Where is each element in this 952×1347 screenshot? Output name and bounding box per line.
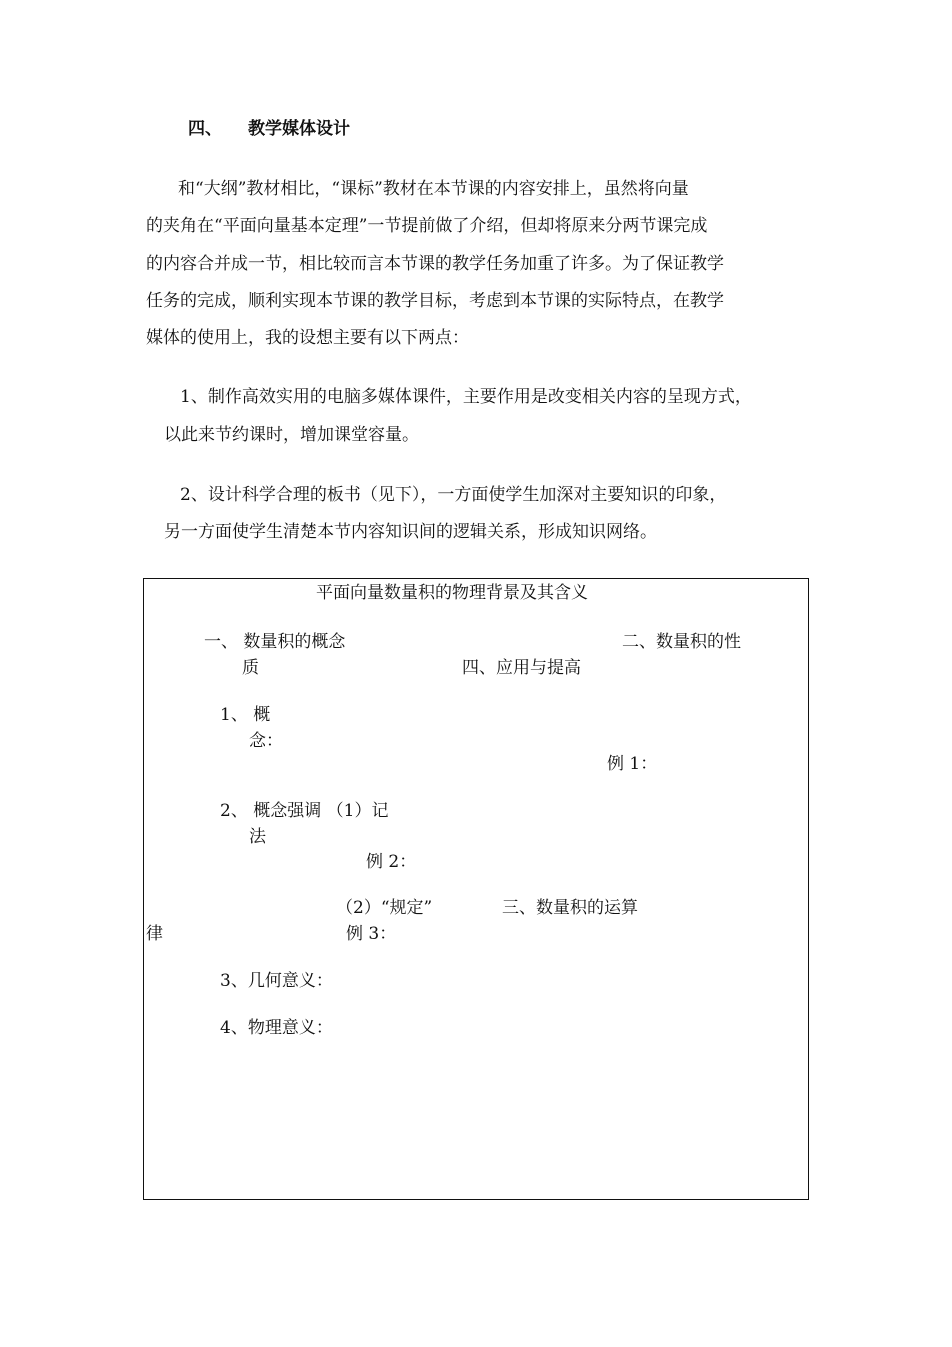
board-section-4: 四、应用与提高: [462, 658, 581, 678]
board-item-2-cont: 法: [249, 827, 266, 847]
point-line: 以此来节约课时，增加课堂容量。: [164, 425, 419, 445]
paragraph-line: 的内容合并成一节，相比较而言本节课的教学任务加重了许多。为了保证教学: [146, 254, 724, 274]
point-line: 另一方面使学生清楚本节内容知识间的逻辑关系，形成知识网络。: [164, 522, 657, 542]
board-example-3: 例 3：: [346, 924, 397, 944]
board-item-3: 3、几何意义：: [220, 971, 333, 991]
paragraph-line: 的夹角在“平面向量基本定理”一节提前做了介绍，但却将原来分两节课完成: [146, 216, 708, 236]
paragraph-line: 任务的完成，顺利实现本节课的教学目标，考虑到本节课的实际特点，在教学: [146, 291, 724, 311]
board-item-2: 2、 概念强调 （1）记: [220, 801, 389, 821]
board-item-4: 4、物理意义：: [220, 1018, 333, 1038]
paragraph-line: 媒体的使用上，我的设想主要有以下两点：: [146, 328, 469, 348]
board-section-1: 一、 数量积的概念: [204, 632, 346, 652]
board-section-2: 二、数量积的性: [622, 632, 741, 652]
point-line: 1、制作高效实用的电脑多媒体课件，主要作用是改变相关内容的呈现方式，: [180, 387, 752, 407]
paragraph-line: 和“大纲”教材相比，“课标”教材在本节课的内容安排上，虽然将向量: [178, 179, 689, 199]
board-section-3-cont: 律: [146, 924, 163, 944]
board-example-1: 例 1：: [607, 754, 658, 774]
board-title: 平面向量数量积的物理背景及其含义: [316, 583, 588, 603]
board-section-2-cont: 质: [242, 658, 259, 678]
board-section-3: 三、数量积的运算: [502, 898, 638, 918]
board-example-2: 例 2：: [366, 852, 417, 872]
section-number: 四、: [188, 119, 222, 139]
board-item-1: 1、 概: [220, 705, 271, 725]
point-line: 2、设计科学合理的板书（见下），一方面使学生加深对主要知识的印象，: [180, 485, 727, 505]
board-item-1-cont: 念：: [249, 731, 283, 751]
board-sub-item-2: （2）“规定”: [336, 898, 433, 918]
section-title: 教学媒体设计: [248, 119, 350, 139]
blackboard-layout: [143, 578, 809, 1200]
